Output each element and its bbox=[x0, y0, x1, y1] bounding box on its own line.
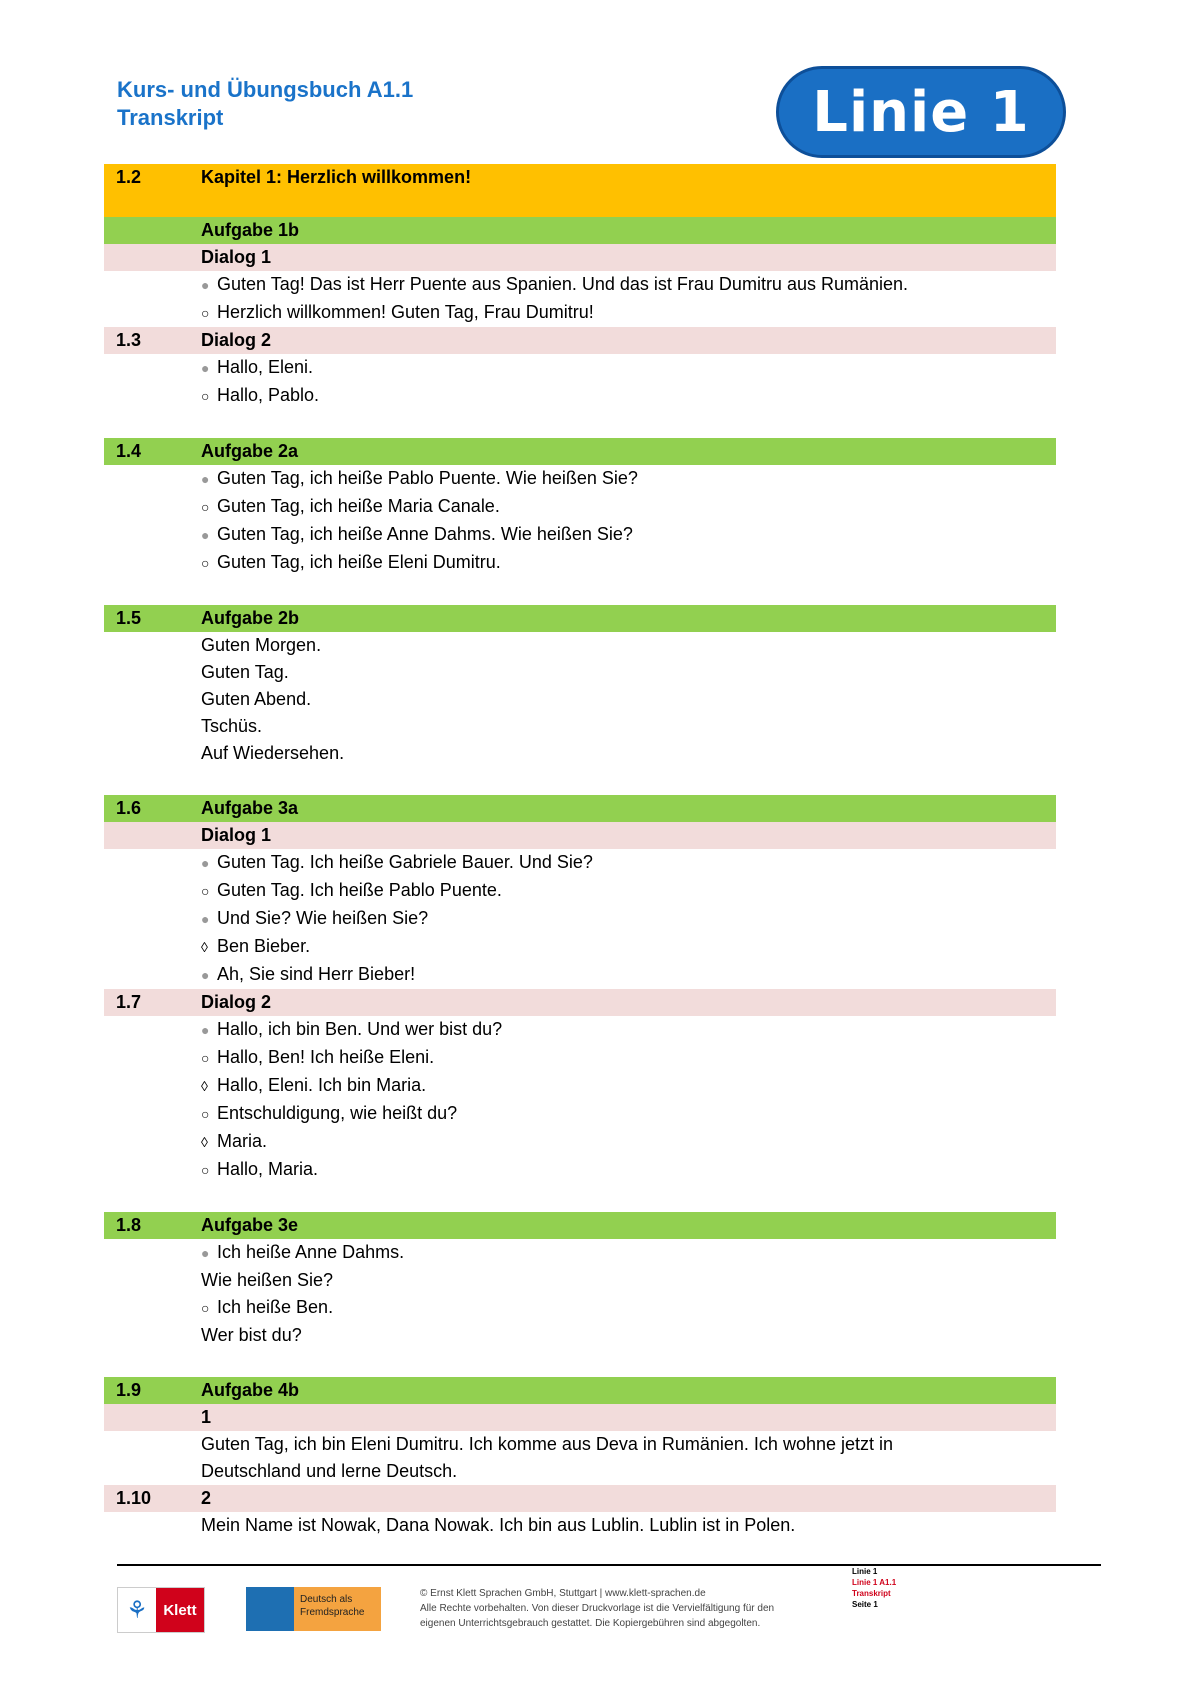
title-line-course: Kurs- und Übungsbuch A1.1 bbox=[117, 77, 414, 102]
line-text: Hallo, ich bin Ben. Und wer bist du? bbox=[217, 1019, 503, 1039]
speaker-b-circle-icon: ○ bbox=[201, 388, 210, 404]
speaker-b-circle-icon: ○ bbox=[201, 1106, 210, 1122]
exercise-row bbox=[104, 605, 1056, 632]
transcript-line bbox=[104, 493, 1056, 521]
exercise-row bbox=[104, 1212, 1056, 1239]
line-text: Hallo, Eleni. bbox=[217, 357, 314, 377]
line-text: Deutschland und lerne Deutsch. bbox=[201, 1461, 458, 1481]
speaker-a-bullet-icon: ● bbox=[201, 967, 210, 983]
line-text: Hallo, Pablo. bbox=[217, 385, 320, 405]
speaker-b-circle-icon: ○ bbox=[201, 1300, 210, 1316]
title-line-transcript: Transkript bbox=[117, 105, 224, 130]
speaker-b-circle-icon: ○ bbox=[201, 883, 210, 899]
line-text: Guten Abend. bbox=[201, 689, 312, 709]
linie1-logo bbox=[776, 66, 1066, 158]
track-number: 1.2 bbox=[116, 167, 142, 187]
transcript-line bbox=[104, 549, 1056, 577]
exercise-row bbox=[104, 795, 1056, 822]
transcript-line bbox=[104, 271, 1056, 299]
track-number: 1.8 bbox=[116, 1215, 142, 1235]
speaker-c-diamond-icon: ◊ bbox=[201, 1078, 208, 1094]
daf-logo-text: Deutsch als Fremdsprache bbox=[294, 1587, 381, 1631]
transcript-line bbox=[104, 1156, 1056, 1184]
dialog-row bbox=[104, 989, 1056, 1016]
exercise-row bbox=[104, 1377, 1056, 1404]
aufgabe-title: Aufgabe 4b bbox=[201, 1380, 300, 1400]
line-text: Ich heiße Anne Dahms. bbox=[217, 1242, 405, 1262]
speaker-c-diamond-icon: ◊ bbox=[201, 1134, 208, 1150]
copyright-line: Alle Rechte vorbehalten. Von dieser Druckvorlage ist die Vervielfältigung für den bbox=[420, 1603, 775, 1614]
daf-logo bbox=[246, 1587, 381, 1631]
exercise-row bbox=[104, 217, 1056, 244]
speaker-a-bullet-icon: ● bbox=[201, 360, 210, 376]
track-number: 1.3 bbox=[116, 330, 142, 350]
transcript-line bbox=[104, 1267, 1056, 1294]
dialog-title: Dialog 1 bbox=[201, 825, 272, 845]
transcript-line bbox=[104, 877, 1056, 905]
copyright-line: eigenen Unterrichtsgebrauch gestattet. Die Kopiergebühren sind abgegolten. bbox=[420, 1618, 761, 1629]
transcript-line bbox=[104, 1239, 1056, 1267]
line-text: Mein Name ist Nowak, Dana Nowak. Ich bin aus Lublin. Lublin ist in Polen. bbox=[201, 1515, 796, 1535]
transcript-line bbox=[104, 1016, 1056, 1044]
aufgabe-title: Aufgabe 2a bbox=[201, 441, 299, 461]
transcript-line bbox=[104, 382, 1056, 410]
line-text: Guten Tag, ich bin Eleni Dumitru. Ich komme aus Deva in Rumänien. Ich wohne jetzt in bbox=[201, 1434, 894, 1454]
klett-logo bbox=[117, 1587, 205, 1633]
transcript-line bbox=[104, 1044, 1056, 1072]
line-text: Guten Tag! Das ist Herr Puente aus Spanien. Und das ist Frau Dumitru aus Rumänien. bbox=[217, 274, 909, 294]
line-text: Auf Wiedersehen. bbox=[201, 743, 345, 763]
speaker-b-circle-icon: ○ bbox=[201, 1162, 210, 1178]
speaker-b-circle-icon: ○ bbox=[201, 499, 210, 515]
spacer bbox=[104, 767, 1056, 795]
line-text: Hallo, Ben! Ich heiße Eleni. bbox=[217, 1047, 435, 1067]
spacer bbox=[104, 577, 1056, 605]
transcript-line bbox=[104, 521, 1056, 549]
dialog-row bbox=[104, 327, 1056, 354]
transcript-line bbox=[104, 299, 1056, 327]
transcript-line bbox=[104, 849, 1056, 877]
transcript-line bbox=[104, 1294, 1056, 1322]
track-number: 1.6 bbox=[116, 798, 142, 818]
meta-series: Linie 1 bbox=[852, 1567, 878, 1576]
line-text: Entschuldigung, wie heißt du? bbox=[217, 1103, 458, 1123]
transcript-line bbox=[104, 933, 1056, 961]
transcript-line bbox=[104, 961, 1056, 989]
speaker-a-bullet-icon: ● bbox=[201, 277, 210, 293]
line-text: Hallo, Maria. bbox=[217, 1159, 319, 1179]
speaker-a-bullet-icon: ● bbox=[201, 1245, 210, 1261]
track-number: 1.5 bbox=[116, 608, 142, 628]
line-text: Und Sie? Wie heißen Sie? bbox=[217, 908, 429, 928]
line-text: Maria. bbox=[217, 1131, 268, 1151]
line-text: Guten Morgen. bbox=[201, 635, 322, 655]
dialog-title: 1 bbox=[201, 1407, 212, 1427]
line-text: Guten Tag, ich heiße Maria Canale. bbox=[217, 496, 500, 516]
transcript-line bbox=[104, 1322, 1056, 1349]
track-number: 1.9 bbox=[116, 1380, 142, 1400]
line-text: Ich heiße Ben. bbox=[217, 1297, 334, 1317]
dialog-title: Dialog 1 bbox=[201, 247, 272, 267]
speaker-a-bullet-icon: ● bbox=[201, 471, 210, 487]
transcript-line bbox=[104, 686, 1056, 713]
dialog-title: Dialog 2 bbox=[201, 330, 272, 350]
speaker-a-bullet-icon: ● bbox=[201, 855, 210, 871]
line-text: Guten Tag, ich heiße Pablo Puente. Wie heißen Sie? bbox=[217, 468, 638, 488]
transcript-line bbox=[104, 905, 1056, 933]
spacer bbox=[104, 410, 1056, 438]
transcript-table bbox=[104, 164, 1056, 1539]
transcript-line bbox=[104, 740, 1056, 767]
speaker-a-bullet-icon: ● bbox=[201, 527, 210, 543]
transcript-line bbox=[104, 632, 1056, 659]
line-text: Guten Tag, ich heiße Eleni Dumitru. bbox=[217, 552, 501, 572]
line-text: Tschüs. bbox=[201, 716, 263, 736]
meta-level: Linie 1 A1.1 bbox=[852, 1578, 897, 1587]
dialog-row bbox=[104, 1404, 1056, 1431]
klett-wordmark: Klett bbox=[156, 1588, 204, 1632]
aufgabe-title: Aufgabe 2b bbox=[201, 608, 300, 628]
spacer bbox=[104, 1184, 1056, 1212]
speaker-b-circle-icon: ○ bbox=[201, 305, 210, 321]
footer-divider bbox=[117, 1564, 1101, 1566]
line-text: Herzlich willkommen! Guten Tag, Frau Dumitru! bbox=[217, 302, 594, 322]
speaker-c-diamond-icon: ◊ bbox=[201, 939, 208, 955]
transcript-line bbox=[104, 1072, 1056, 1100]
spacer bbox=[104, 1349, 1056, 1377]
line-text: Ah, Sie sind Herr Bieber! bbox=[217, 964, 416, 984]
chapter-row bbox=[104, 164, 1056, 217]
aufgabe-title: Aufgabe 3a bbox=[201, 798, 299, 818]
line-text: Ben Bieber. bbox=[217, 936, 311, 956]
copyright-notice bbox=[420, 1586, 820, 1631]
track-number: 1.10 bbox=[116, 1488, 152, 1508]
dialog-row bbox=[104, 1485, 1056, 1512]
transcript-line bbox=[104, 1100, 1056, 1128]
speaker-a-bullet-icon: ● bbox=[201, 1022, 210, 1038]
transcript-line bbox=[104, 713, 1056, 740]
line-text: Guten Tag, ich heiße Anne Dahms. Wie heißen Sie? bbox=[217, 524, 633, 544]
dialog-row bbox=[104, 822, 1056, 849]
transcript-line bbox=[104, 354, 1056, 382]
chapter-title: Kapitel 1: Herzlich willkommen! bbox=[201, 167, 472, 187]
dialog-title: 2 bbox=[201, 1488, 212, 1508]
meta-page: Seite 1 bbox=[852, 1600, 878, 1609]
speaker-a-bullet-icon: ● bbox=[201, 911, 210, 927]
dialog-row bbox=[104, 244, 1056, 271]
line-text: Wer bist du? bbox=[201, 1325, 302, 1345]
copyright-line: © Ernst Klett Sprachen GmbH, Stuttgart | www.klett-sprachen.de bbox=[420, 1588, 706, 1599]
line-text: Wie heißen Sie? bbox=[201, 1270, 334, 1290]
track-number: 1.4 bbox=[116, 441, 142, 461]
aufgabe-title: Aufgabe 3e bbox=[201, 1215, 299, 1235]
speaker-b-circle-icon: ○ bbox=[201, 555, 210, 571]
line-text: Guten Tag. Ich heiße Pablo Puente. bbox=[217, 880, 502, 900]
page-meta bbox=[852, 1566, 896, 1610]
daf-logo-blue-block bbox=[246, 1587, 294, 1631]
line-text: Guten Tag. Ich heiße Gabriele Bauer. Und Sie? bbox=[217, 852, 593, 872]
dialog-title: Dialog 2 bbox=[201, 992, 272, 1012]
meta-doc-type: Transkript bbox=[852, 1589, 891, 1598]
exercise-row bbox=[104, 438, 1056, 465]
transcript-line bbox=[104, 1458, 1056, 1485]
transcript-line bbox=[104, 1128, 1056, 1156]
klett-emblem-icon: ⚘ bbox=[118, 1588, 156, 1632]
transcript-line bbox=[104, 465, 1056, 493]
line-text: Hallo, Eleni. Ich bin Maria. bbox=[217, 1075, 427, 1095]
transcript-line bbox=[104, 659, 1056, 686]
document-title bbox=[117, 76, 413, 132]
logo-text: Linie 1 bbox=[812, 79, 1030, 145]
transcript-line bbox=[104, 1512, 1056, 1539]
line-text: Guten Tag. bbox=[201, 662, 289, 682]
track-number: 1.7 bbox=[116, 992, 142, 1012]
aufgabe-title: Aufgabe 1b bbox=[201, 220, 300, 240]
transcript-line bbox=[104, 1431, 1056, 1458]
speaker-b-circle-icon: ○ bbox=[201, 1050, 210, 1066]
